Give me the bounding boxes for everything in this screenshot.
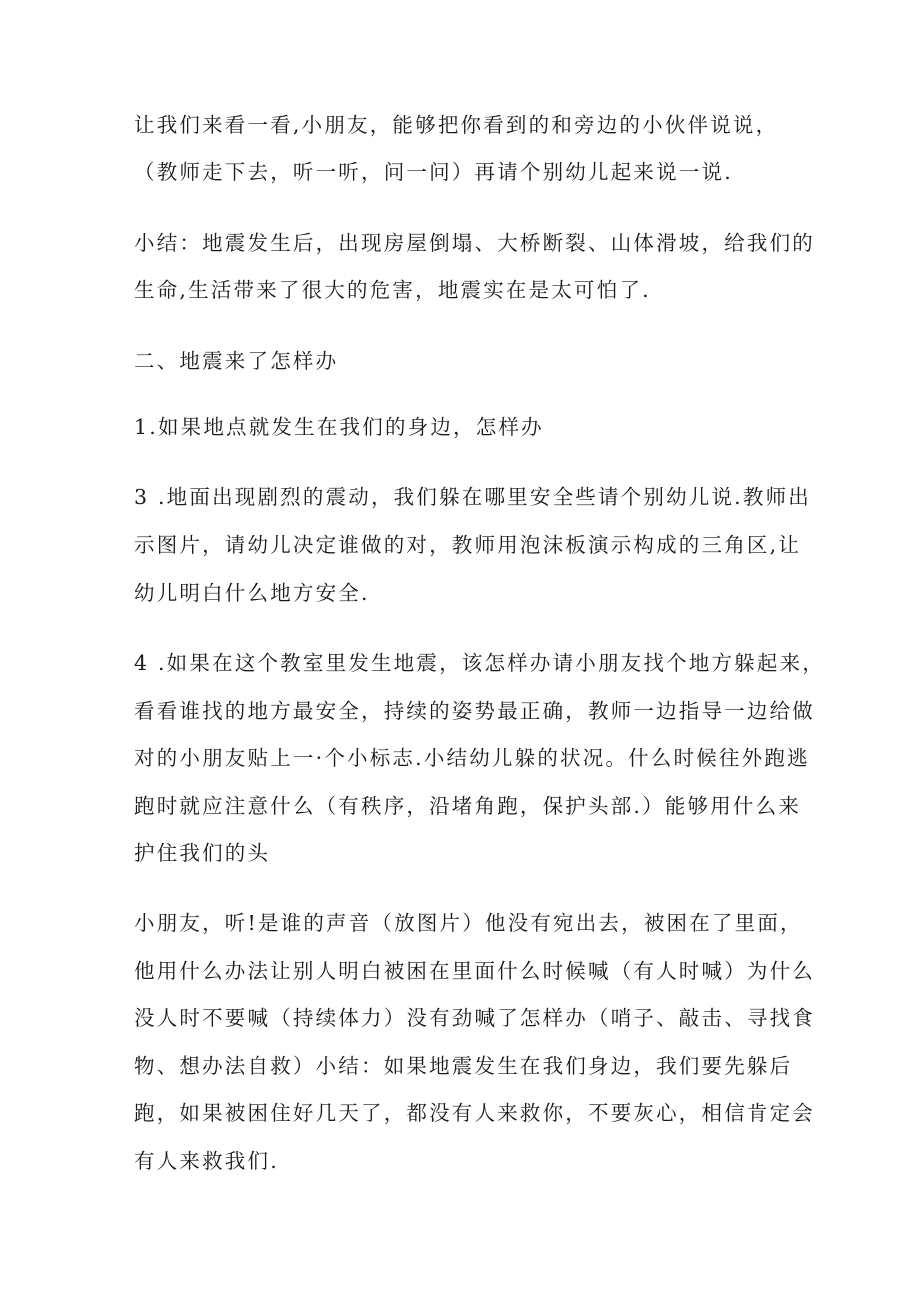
item-4-line-1: 4 .如果在这个教室里发生地震，该怎样办请小朋友找个地方躲起来， [134, 651, 825, 675]
paragraph-1-line-2: （教师走下去，听一听，问一问）再请个别幼儿起来说一说. [134, 160, 733, 184]
paragraph-1-line-1: 让我们来看一看,小朋友，能够把你看到的和旁边的小伙伴说说， [134, 113, 779, 137]
paragraph-last-line-4: 物、想办法自救）小结：如果地震发生在我们身边，我们要先躲后 [134, 1054, 793, 1078]
paragraph-last-line-1: 小朋友，听!是谁的声音（放图片）他没有宛出去，被困在了里面， [134, 911, 803, 935]
section-heading: 二、地震来了怎样办 [134, 349, 339, 373]
item-3-line-1: 3 .地面出现剧烈的震动，我们躲在哪里安全些请个别幼儿说.教师出 [134, 485, 811, 509]
item-3-line-3: 幼儿明白什么地方安全. [134, 581, 370, 605]
item-3-line-2: 示图片，请幼儿决定谁做的对，教师用泡沫板演示构成的三角区,让 [134, 533, 802, 557]
paragraph-last-line-2: 他用什么办法让别人明白被困在里面什么时候喊（有人时喊）为什么 [134, 959, 815, 983]
item-4-line-5: 护住我们的头 [134, 841, 271, 865]
item-4-line-3: 对的小朋友贴上一·个小标志.小结幼儿躲的状况。什么时候往外跑逃 [134, 746, 810, 770]
item-1: 1.如果地点就发生在我们的身边，怎样办 [134, 415, 544, 439]
paragraph-last-line-5: 跑，如果被困住好几天了，都没有人来救你，不要灰心，相信肯定会 [134, 1101, 815, 1125]
summary-1-line-1: 小结：地震发生后，出现房屋倒塌、大桥断裂、山体滑坡，给我们的 [134, 231, 815, 255]
paragraph-last-line-6: 有人来救我们. [134, 1149, 279, 1173]
summary-1-line-2: 生命,生活带来了很大的危害，地震实在是太可怕了. [134, 278, 651, 302]
paragraph-last-line-3: 没人时不要喊（持续体力）没有劲喊了怎样办（哨子、敲击、寻找食 [134, 1006, 815, 1030]
item-4-line-4: 跑时就应注意什么（有秩序，沿堵角跑，保护头部.）能够用什么来 [134, 794, 802, 818]
item-4-line-2: 看看谁找的地方最安全，持续的姿势最正确，教师一边指导一边给做 [134, 699, 815, 723]
